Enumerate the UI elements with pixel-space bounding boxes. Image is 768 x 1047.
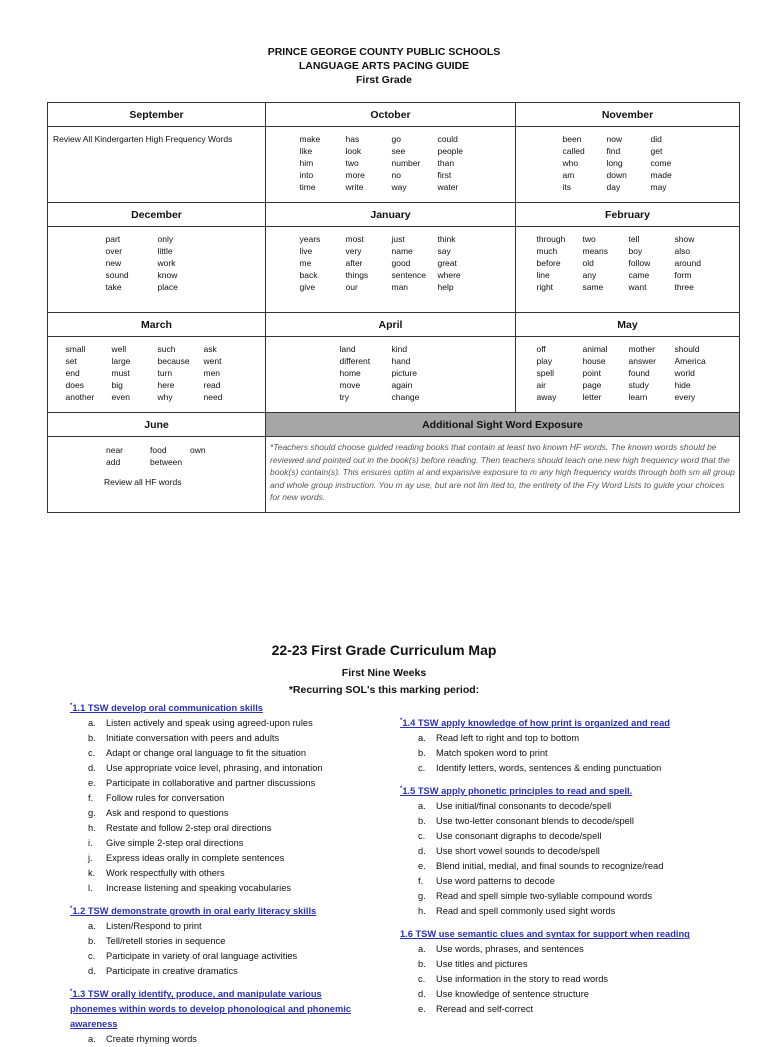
sight-word: also [674,246,691,256]
sight-word: water [437,182,459,192]
sol-item-text: Tell/retell stories in sequence [106,936,226,947]
sight-word: play [536,356,553,366]
sight-word: get [650,146,663,156]
sight-word: did [650,134,662,144]
sol-item-text: Work respectfully with others [106,868,225,879]
sight-word: form [674,270,692,280]
sight-word: tell [628,234,640,244]
sol-item-text: Follow rules for conversation [106,793,225,804]
sol-item [70,881,370,896]
december-words [100,227,214,297]
sight-word: see [391,146,406,156]
sight-word: before [536,258,561,268]
sol-item [400,957,740,972]
sol-item-text: Adapt or change oral language to fit the situation [106,748,307,759]
sol-item-marker: a. [88,1034,96,1045]
sol-standard-title: 1.1 TSW develop oral communication skills [72,703,263,714]
sol-item-marker: c. [418,831,426,842]
sight-word: any [582,270,597,280]
sol-item-text: Use consonant digraphs to decode/spell [436,831,602,842]
june-words [106,444,259,468]
sight-word: small [65,344,86,354]
sol-standard-link[interactable] [70,902,370,919]
sight-word: should [674,344,700,354]
sol-item-marker: h. [418,906,426,917]
sol-item [400,972,740,987]
recurring-marker: * [400,718,403,724]
sight-word: why [157,392,173,402]
sight-word: here [157,380,175,390]
sol-standard-link[interactable] [400,925,740,942]
sight-word: great [437,258,457,268]
sol-item [70,731,370,746]
sight-word: where [437,270,461,280]
sol-item [70,836,370,851]
sight-word: even [111,392,130,402]
sol-item [400,874,740,889]
sight-word: time [299,182,316,192]
sight-word: end [65,368,80,378]
february-words [531,227,725,297]
sight-word: me [299,258,312,268]
sol-standard-title: 1.6 TSW use semantic clues and syntax for support when reading [400,929,690,940]
sight-word: another [65,392,95,402]
sight-word: most [345,234,364,244]
sight-word: mother [628,344,655,354]
sight-word: old [582,258,594,268]
sight-word: own [190,445,206,455]
sight-word: such [157,344,176,354]
month-april: April [266,313,516,337]
sight-word: hide [674,380,691,390]
sight-word: number [391,158,421,168]
sol-item-marker: d. [88,966,96,977]
sol-item [70,746,370,761]
sol-standard-title: 1.4 TSW apply knowledge of how print is organized and read [402,718,670,729]
sight-word: add [106,457,121,467]
sol-item-marker: a. [418,733,426,744]
additional-sight-word-heading: Additional Sight Word Exposure [266,413,740,437]
sight-word: place [157,282,178,292]
sol-item-marker: a. [418,944,426,955]
sol-item-marker: d. [418,989,426,1000]
sight-word: three [674,282,694,292]
sight-word: work [157,258,176,268]
sight-word: study [628,380,649,390]
sight-word: down [606,170,627,180]
sol-item-text: Restate and follow 2-step oral directions [106,823,272,834]
sol-item-list [70,716,370,896]
sight-word: letter [582,392,602,402]
sight-word: could [437,134,458,144]
sight-word: came [628,270,650,280]
sight-word: man [391,282,409,292]
sight-word: give [299,282,316,292]
sight-word: him [299,158,314,168]
sight-word: has [345,134,360,144]
right-sol-column [400,714,740,1017]
sight-word: two [345,158,359,168]
sol-item-text: Use appropriate voice level, phrasing, and intonation [106,763,323,774]
sight-word: who [562,158,579,168]
sol-item-text: Give simple 2-step oral directions [106,838,244,849]
sight-word: land [339,344,356,354]
left-sol-column [70,699,370,1047]
sight-word: set [65,356,77,366]
sight-word: more [345,170,365,180]
sight-word: make [299,134,321,144]
sight-word: over [105,246,123,256]
sight-word: new [105,258,122,268]
sol-item [70,866,370,881]
pacing-table [47,102,740,513]
sol-item-marker: b. [418,816,426,827]
sight-word: may [650,182,667,192]
sol-item [400,731,740,746]
sol-item-marker: e. [88,778,96,789]
sol-item-text: Use words, phrases, and sentences [436,944,584,955]
sight-word: turn [157,368,173,378]
sight-word: been [562,134,582,144]
sol-item [70,851,370,866]
sol-item-text: Use two-letter consonant blends to decode/spell [436,816,634,827]
sol-item-marker: i. [88,838,93,849]
sol-item-text: Ask and respond to questions [106,808,229,819]
sight-word: line [536,270,550,280]
sight-word: than [437,158,455,168]
sight-word: now [606,134,623,144]
sight-word: house [582,356,606,366]
november-words [557,127,699,197]
sight-word: every [674,392,696,402]
sight-word: like [299,146,313,156]
sol-item-marker: d. [88,763,96,774]
sol-standard-title: 1.2 TSW demonstrate growth in oral early literacy skills [72,906,317,917]
sol-item-list [70,1032,370,1047]
sight-word: good [391,258,411,268]
sol-item-text: Participate in creative dramatics [106,966,238,977]
sol-item-list [70,919,370,979]
sol-item-marker: f. [88,793,94,804]
sight-word: live [299,246,313,256]
sol-item-text: Create rhyming words [106,1034,197,1045]
sol-item [400,746,740,761]
sol-item-text: Read and spell commonly used sight words [436,906,616,917]
sol-standard-link[interactable] [70,985,370,1032]
sol-item-text: Listen/Respond to print [106,921,202,932]
sol-item-text: Read and spell simple two-syllable compound words [436,891,653,902]
sight-word: made [650,170,672,180]
sol-item-marker: e. [418,861,426,872]
recurring-marker: * [400,786,403,793]
sol-item [70,949,370,964]
sight-word: point [582,368,601,378]
sight-word: must [111,368,130,378]
sight-word: only [157,234,174,244]
sol-item-marker: g. [418,891,426,902]
sight-word: move [339,380,361,390]
sight-word: its [562,182,571,192]
sight-word: answer [628,356,656,366]
sight-word: follow [628,258,651,268]
sight-word: animal [582,344,608,354]
sight-word: know [157,270,178,280]
grade-title: First Grade [355,74,413,86]
sight-word: years [299,234,321,244]
sight-word: two [582,234,596,244]
sol-item [400,1002,740,1017]
sol-item-text: Increase listening and speaking vocabularies [106,883,292,894]
sol-item [70,716,370,731]
sol-item [70,934,370,949]
sol-item-text: Use short vowel sounds to decode/spell [436,846,600,857]
sight-word: America [674,356,706,366]
recurring-marker: * [70,989,73,996]
sight-word: hand [391,356,411,366]
month-march: March [48,313,266,337]
sight-word: air [536,380,546,390]
sight-word: look [345,146,362,156]
sight-word: part [105,234,121,244]
sol-item [400,889,740,904]
sight-word: means [582,246,609,256]
district-title: PRINCE GEORGE COUNTY PUBLIC SCHOOLS [267,46,501,58]
sight-word: world [674,368,695,378]
sight-word: between [150,457,183,467]
sight-word: found [628,368,650,378]
sol-standard-link[interactable] [70,699,370,716]
october-words [294,127,488,197]
january-words [294,227,488,297]
sol-item-text: Participate in collaborative and partner discussions [106,778,316,789]
month-november: November [516,103,740,127]
sight-word: large [111,356,131,366]
sight-word: change [391,392,420,402]
sol-standard-title: 1.5 TSW apply phonetic principles to read and spell. [402,786,633,797]
sol-item-marker: d. [418,846,426,857]
sight-word: because [157,356,190,366]
guide-title: LANGUAGE ARTS PACING GUIDE [298,60,470,72]
sight-word: am [562,170,575,180]
sight-word: well [111,344,127,354]
sight-word: way [391,182,407,192]
sight-word: learn [628,392,648,402]
sol-item-text: Blend initial, medial, and final sounds to recognize/read [436,861,664,872]
recurring-marker: * [70,703,73,709]
sight-word: people [437,146,464,156]
sol-item [70,791,370,806]
nine-weeks-subtitle: First Nine Weeks [341,667,427,679]
sight-word: much [536,246,558,256]
sol-item [400,987,740,1002]
sight-word: off [536,344,546,354]
sol-item [70,806,370,821]
sight-word: page [582,380,602,390]
sight-word: around [674,258,701,268]
sol-item-list [400,799,740,919]
sight-word: things [345,270,369,280]
sight-word: our [345,282,358,292]
sight-word: again [391,380,413,390]
sight-word: men [203,368,221,378]
sol-item-text: Use initial/final consonants to decode/spell [436,801,612,812]
sight-word: long [606,158,623,168]
sol-item [400,844,740,859]
sight-word: write [345,182,364,192]
sight-word: near [106,445,124,455]
sol-item-marker: a. [88,921,96,932]
sight-word: sentence [391,270,426,280]
sol-item-marker: k. [88,868,96,879]
sol-item-list [400,731,740,776]
sight-word: into [299,170,314,180]
sol-item-text: Initiate conversation with peers and adults [106,733,280,744]
sol-item-text: Read left to right and top to bottom [436,733,580,744]
sol-item-marker: c. [418,974,426,985]
sol-item [400,799,740,814]
march-words [60,337,254,407]
sol-standard-link[interactable] [400,714,740,731]
sight-word: want [628,282,647,292]
sol-item-marker: c. [88,951,96,962]
sol-item [70,1032,370,1047]
sol-item [400,814,740,829]
sight-word: home [339,368,361,378]
sight-word: need [203,392,223,402]
sight-word: same [582,282,604,292]
sol-standard-title: 1.3 TSW orally identify, produce, and manipulate various phonemes within words to develop phonological and phonemic awareness [70,989,351,1030]
sight-word: sound [105,270,129,280]
sol-item-marker: a. [418,801,426,812]
sol-item-marker: b. [418,748,426,759]
sol-item-marker: a. [88,718,96,729]
month-may: May [516,313,740,337]
sol-item-marker: l. [88,883,93,894]
sight-word: no [391,170,401,180]
sight-word: try [339,392,349,402]
sol-item-text: Participate in variety of oral language activities [106,951,298,962]
sol-item-marker: h. [88,823,96,834]
sight-word: say [437,246,451,256]
sight-word: different [339,356,371,366]
sol-item-marker: b. [88,733,96,744]
sol-item-list [400,942,740,1017]
month-june: June [48,413,266,437]
sight-word: take [105,282,122,292]
month-september: September [48,103,266,127]
sight-word: big [111,380,123,390]
sol-item-text: Use titles and pictures [436,959,528,970]
sol-item-text: Reread and self-correct [436,1004,534,1015]
sight-word: went [203,356,222,366]
sight-word: boy [628,246,643,256]
sol-item-marker: e. [418,1004,426,1015]
sight-word: does [65,380,84,390]
sol-item-marker: c. [88,748,96,759]
sol-item-marker: g. [88,808,96,819]
sight-word: first [437,170,452,180]
curriculum-title: 22-23 First Grade Curriculum Map [271,642,497,658]
sight-word: ask [203,344,217,354]
recurring-marker: * [70,906,73,913]
month-february: February [516,203,740,227]
sol-item-marker: b. [88,936,96,947]
sight-word: food [150,445,167,455]
may-words [531,337,725,407]
sol-item-marker: j. [88,853,93,864]
sol-item-text: Use knowledge of sentence structure [436,989,589,1000]
sol-item [400,942,740,957]
sol-item-text: Listen actively and speak using agreed-upon rules [106,718,313,729]
sight-word: go [391,134,401,144]
sight-word: called [562,146,585,156]
sol-item [70,919,370,934]
sight-word: name [391,246,413,256]
sol-item-marker: b. [418,959,426,970]
sol-item [400,904,740,919]
sight-word: kind [391,344,408,354]
sol-item-text: Match spoken word to print [436,748,548,759]
sight-word: just [391,234,405,244]
sol-item [70,761,370,776]
sol-item-marker: c. [418,763,426,774]
april-words [334,337,448,407]
sight-word: find [606,146,621,156]
sol-item-text: Identify letters, words, sentences & ending punctuation [436,763,662,774]
september-text: Review All Kindergarten High Frequency Words [53,134,233,144]
sight-word: through [536,234,566,244]
sight-word: help [437,282,454,292]
recurring-sol-note: *Recurring SOL's this marking period: [288,684,480,696]
sight-word-note: *Teachers should choose guided reading books that contain at least two known HF words. The known words should be reviewed and pointed out in the book(s) before reading. Then teachers should teach one new high frequency word that the book(s) contain(s). This ensures optim al and expansive exposure to m any high frequency words through both sm all group and whole group instruction. You m ay use, but are not lim ited to, the entirety of the Fry Word Lists to guide your choices for new words. [270,442,735,502]
sight-word: after [345,258,363,268]
sight-word: read [203,380,221,390]
sol-item [70,964,370,979]
sol-item-text: Use word patterns to decode [436,876,555,887]
sight-word: little [157,246,173,256]
month-january: January [266,203,516,227]
sol-item-marker: f. [418,876,424,887]
sight-word: think [437,234,456,244]
sol-item [400,859,740,874]
sight-word: picture [391,368,418,378]
sight-word: spell [536,368,554,378]
june-review: Review all HF words [104,477,182,487]
sight-word: back [299,270,318,280]
month-october: October [266,103,516,127]
sight-word: right [536,282,554,292]
sol-item-text: Express ideas orally in complete sentences [106,853,285,864]
sol-item [400,829,740,844]
sight-word: day [606,182,621,192]
sol-item [70,776,370,791]
sight-word: away [536,392,557,402]
sol-item-text: Use information in the story to read words [436,974,609,985]
sight-word: very [345,246,362,256]
sol-item [70,821,370,836]
sol-standard-link[interactable] [400,782,740,799]
sol-item [400,761,740,776]
sight-word: come [650,158,672,168]
month-december: December [48,203,266,227]
sight-word: show [674,234,695,244]
